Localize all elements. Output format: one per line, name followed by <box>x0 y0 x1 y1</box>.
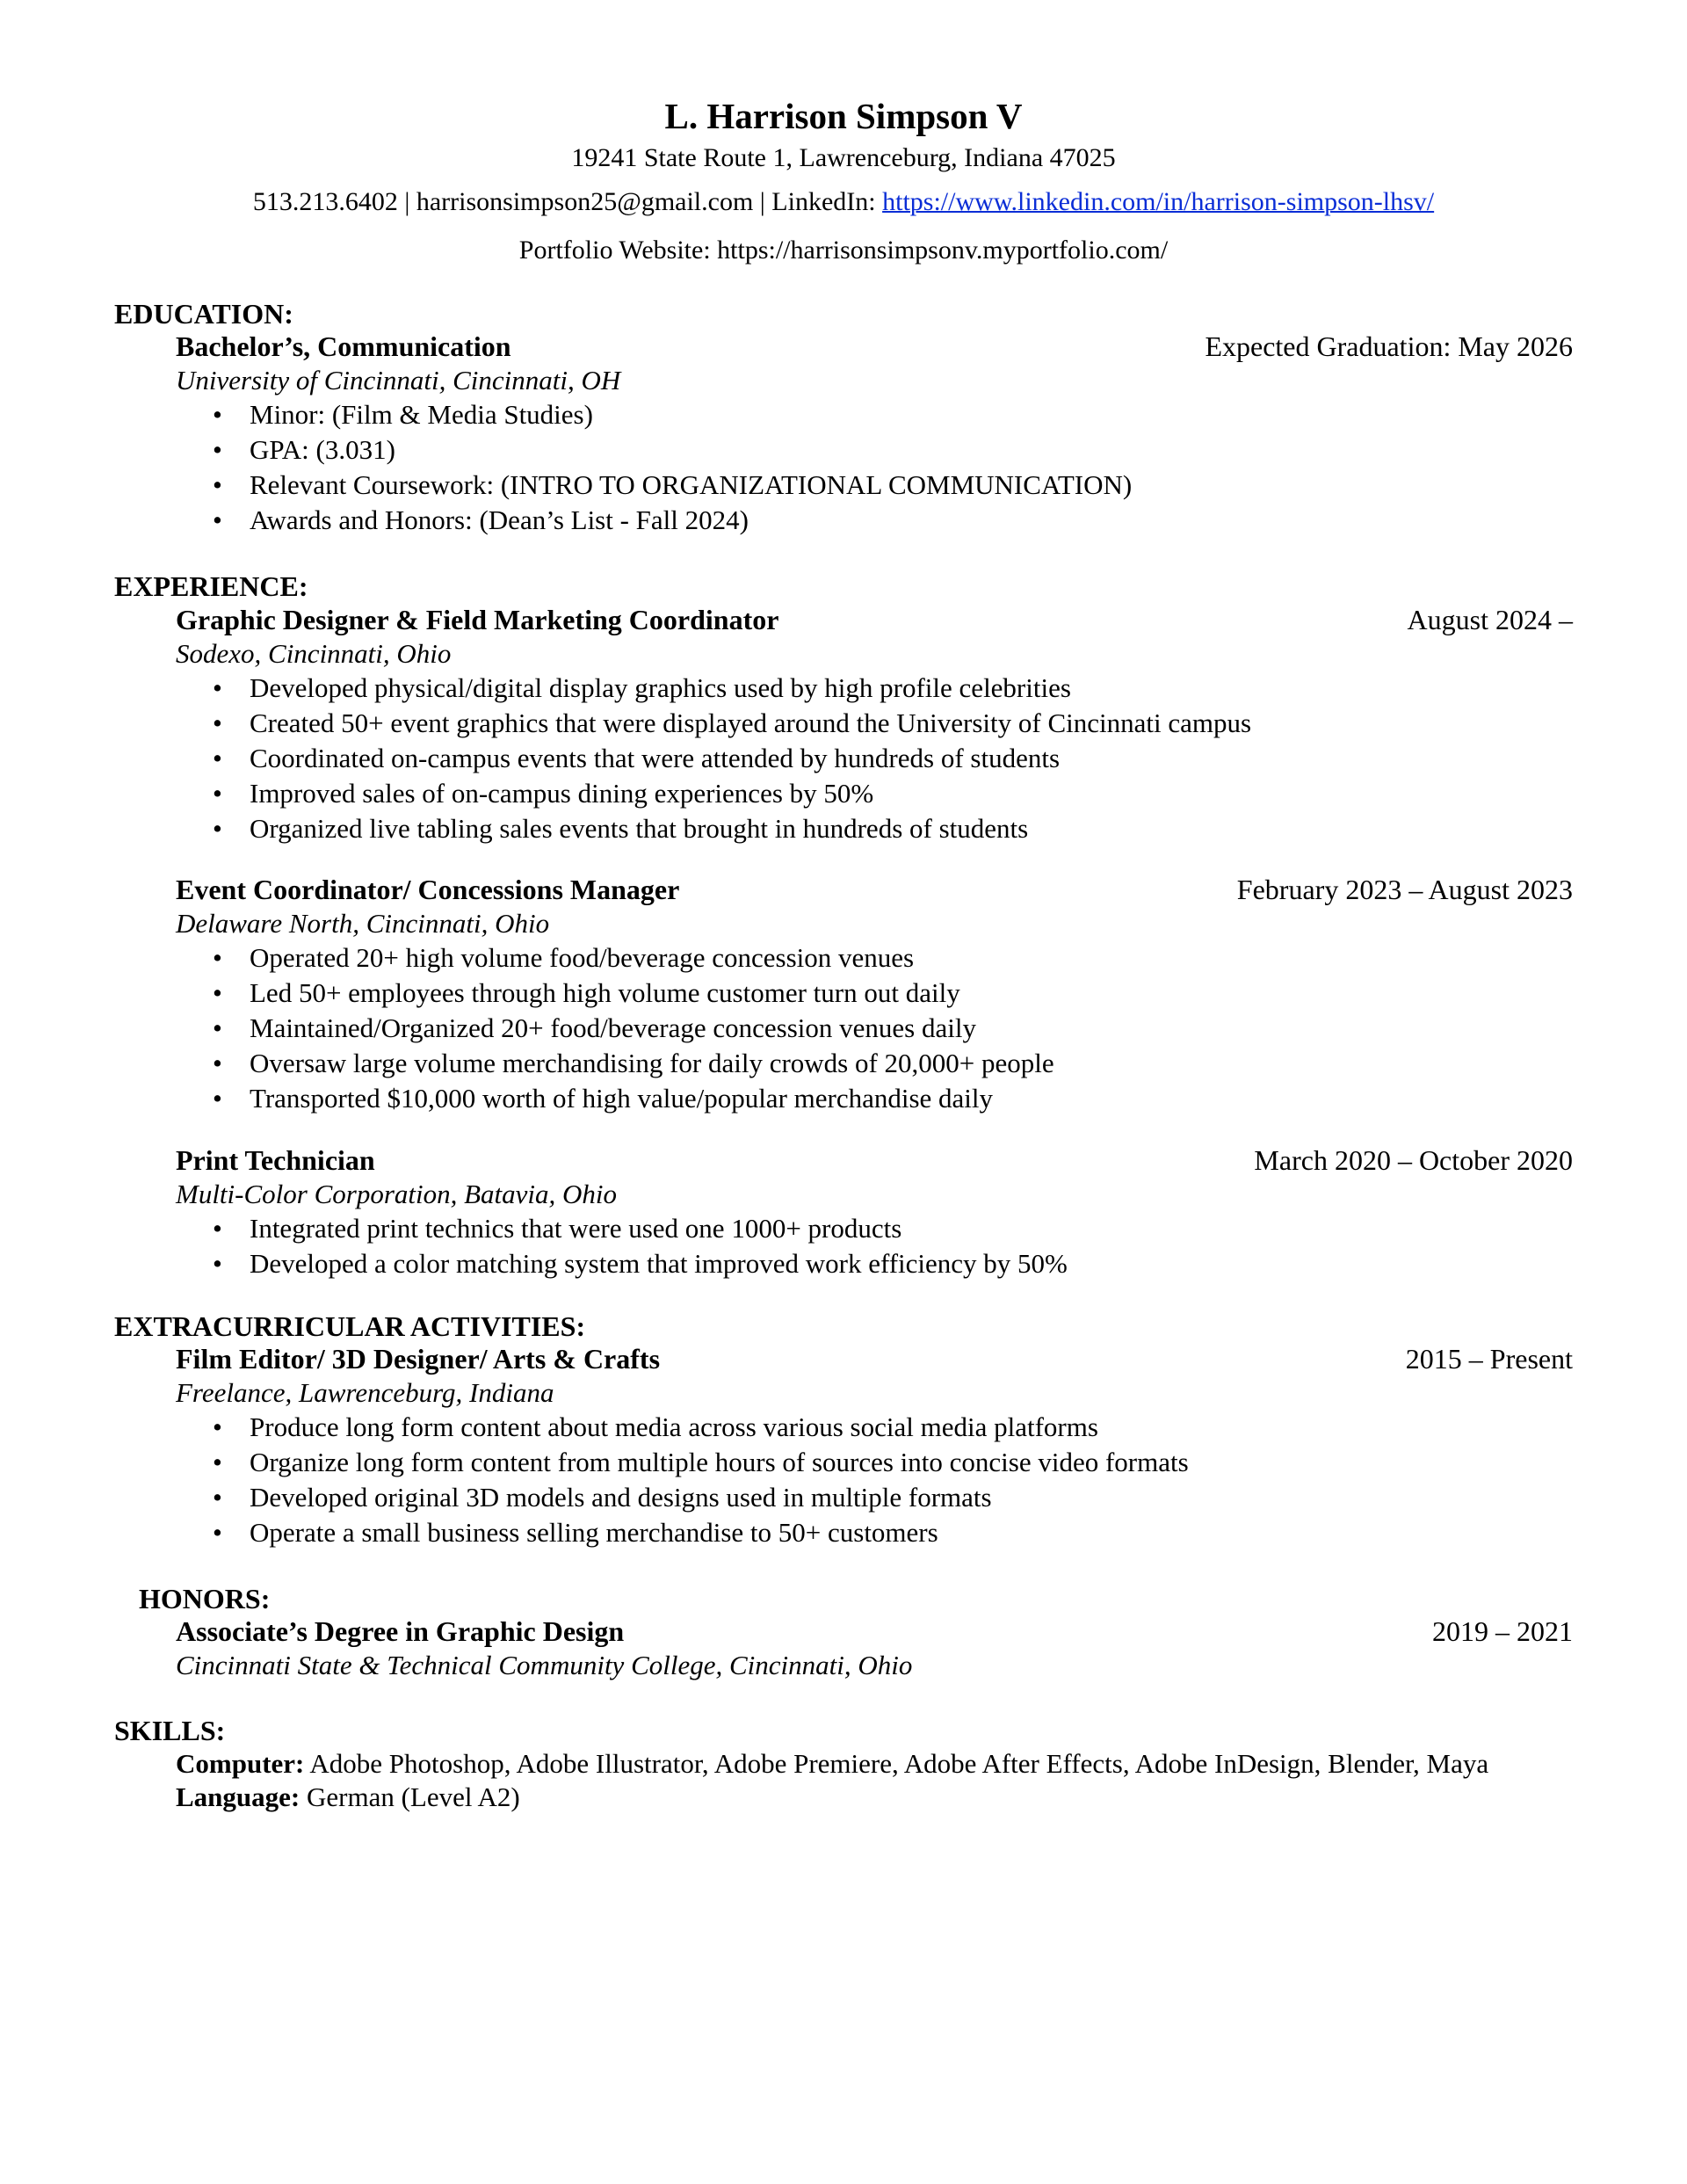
list-item: • Organized live tabling sales events that brought in hundreds of students <box>176 811 1573 846</box>
list-item: • Created 50+ event graphics that were displayed around the University of Cincinnati campus <box>176 706 1573 741</box>
job-title: Print Technician <box>176 1144 375 1176</box>
job-entry <box>176 872 1573 1116</box>
list-item: • Awards and Honors: (Dean’s List - Fall 2024) <box>176 503 1573 538</box>
list-item: • Coordinated on-campus events that were attended by hundreds of students <box>176 741 1573 776</box>
list-item: • Operate a small business selling merchandise to 50+ customers <box>176 1515 1573 1550</box>
job-title: Graphic Designer & Field Marketing Coordinator <box>176 604 779 635</box>
list-item: • Developed physical/digital display graphics used by high profile celebrities <box>176 671 1573 706</box>
list-item: • Led 50+ employees through high volume customer turn out daily <box>176 976 1573 1011</box>
extracurricular-heading: EXTRACURRICULAR ACTIVITIES: <box>114 1310 586 1342</box>
job-entry <box>176 602 1573 846</box>
job-date: August 2024 – <box>1407 604 1573 635</box>
list-item: • Maintained/Organized 20+ food/beverage concession venues daily <box>176 1011 1573 1046</box>
activity-bullets <box>176 1410 1573 1550</box>
computer-skills <box>176 1747 1669 1781</box>
education-bullets <box>176 397 1573 538</box>
list-item: • Oversaw large volume merchandising for daily crowds of 20,000+ people <box>176 1046 1573 1081</box>
job-bullets <box>176 1211 1573 1281</box>
activity-entry <box>176 1341 1573 1550</box>
language-label: Language: <box>176 1781 300 1812</box>
activity-date: 2015 – Present <box>1405 1343 1573 1375</box>
job-org: Delaware North, Cincinnati, Ohio <box>176 908 550 939</box>
job-org: Multi-Color Corporation, Batavia, Ohio <box>176 1179 618 1209</box>
list-item: • Operated 20+ high volume food/beverage concession venues <box>176 940 1573 976</box>
job-bullets <box>176 671 1573 846</box>
list-item: • Minor: (Film & Media Studies) <box>176 397 1573 432</box>
list-item: • Produce long form content about media across various social media platforms <box>176 1410 1573 1445</box>
honors-org: Cincinnati State & Technical Community College, Cincinnati, Ohio <box>176 1650 913 1680</box>
job-date: March 2020 – October 2020 <box>1254 1144 1573 1176</box>
honors-heading: HONORS: <box>139 1583 271 1614</box>
education-heading: EDUCATION: <box>114 298 293 330</box>
honors-title: Associate’s Degree in Graphic Design <box>176 1615 625 1647</box>
language-value: German (Level A2) <box>300 1781 520 1812</box>
experience-heading: EXPERIENCE: <box>114 570 308 602</box>
activity-title: Film Editor/ 3D Designer/ Arts & Crafts <box>176 1343 661 1375</box>
skills-heading: SKILLS: <box>114 1715 226 1746</box>
list-item: • GPA: (3.031) <box>176 432 1573 468</box>
honors-date: 2019 – 2021 <box>1432 1615 1573 1647</box>
job-date: February 2023 – August 2023 <box>1236 874 1573 905</box>
linkedin-link[interactable]: https://www.linkedin.com/in/harrison-simpson-lhsv/ <box>882 187 1435 216</box>
list-item: • Transported $10,000 worth of high value/popular merchandise daily <box>176 1081 1573 1116</box>
candidate-name: L. Harrison Simpson V <box>664 96 1023 136</box>
list-item: • Organize long form content from multiple hours of sources into concise video formats <box>176 1445 1573 1480</box>
address: 19241 State Route 1, Lawrenceburg, Indiana 47025 <box>571 143 1116 172</box>
graduation-date: Expected Graduation: May 2026 <box>1205 330 1573 362</box>
skills-entry <box>176 1747 1669 1814</box>
education-entry <box>176 329 1573 538</box>
computer-value: Adobe Photoshop, Adobe Illustrator, Adobe Premiere, Adobe After Effects, Adobe InDesign, Blender, Maya <box>304 1748 1489 1779</box>
list-item: • Improved sales of on-campus dining experiences by 50% <box>176 776 1573 811</box>
computer-label: Computer: <box>176 1748 305 1779</box>
job-entry <box>176 1143 1573 1281</box>
phone-email: 513.213.6402 | harrisonsimpson25@gmail.com | LinkedIn: <box>252 187 883 216</box>
job-title: Event Coordinator/ Concessions Manager <box>176 874 680 905</box>
job-bullets <box>176 940 1573 1116</box>
activity-org: Freelance, Lawrenceburg, Indiana <box>176 1377 554 1408</box>
honors-entry <box>176 1614 1573 1682</box>
language-skills <box>176 1781 1669 1814</box>
contact-line <box>0 186 1687 218</box>
degree-title: Bachelor’s, Communication <box>176 330 511 362</box>
list-item: • Relevant Coursework: (INTRO TO ORGANIZATIONAL COMMUNICATION) <box>176 468 1573 503</box>
school-name: University of Cincinnati, Cincinnati, OH <box>176 365 621 395</box>
job-org: Sodexo, Cincinnati, Ohio <box>176 638 452 669</box>
list-item: • Integrated print technics that were used one 1000+ products <box>176 1211 1573 1246</box>
list-item: • Developed original 3D models and designs used in multiple formats <box>176 1480 1573 1515</box>
list-item: • Developed a color matching system that improved work efficiency by 50% <box>176 1246 1573 1281</box>
portfolio-website: Portfolio Website: https://harrisonsimpsonv.myportfolio.com/ <box>518 236 1169 265</box>
